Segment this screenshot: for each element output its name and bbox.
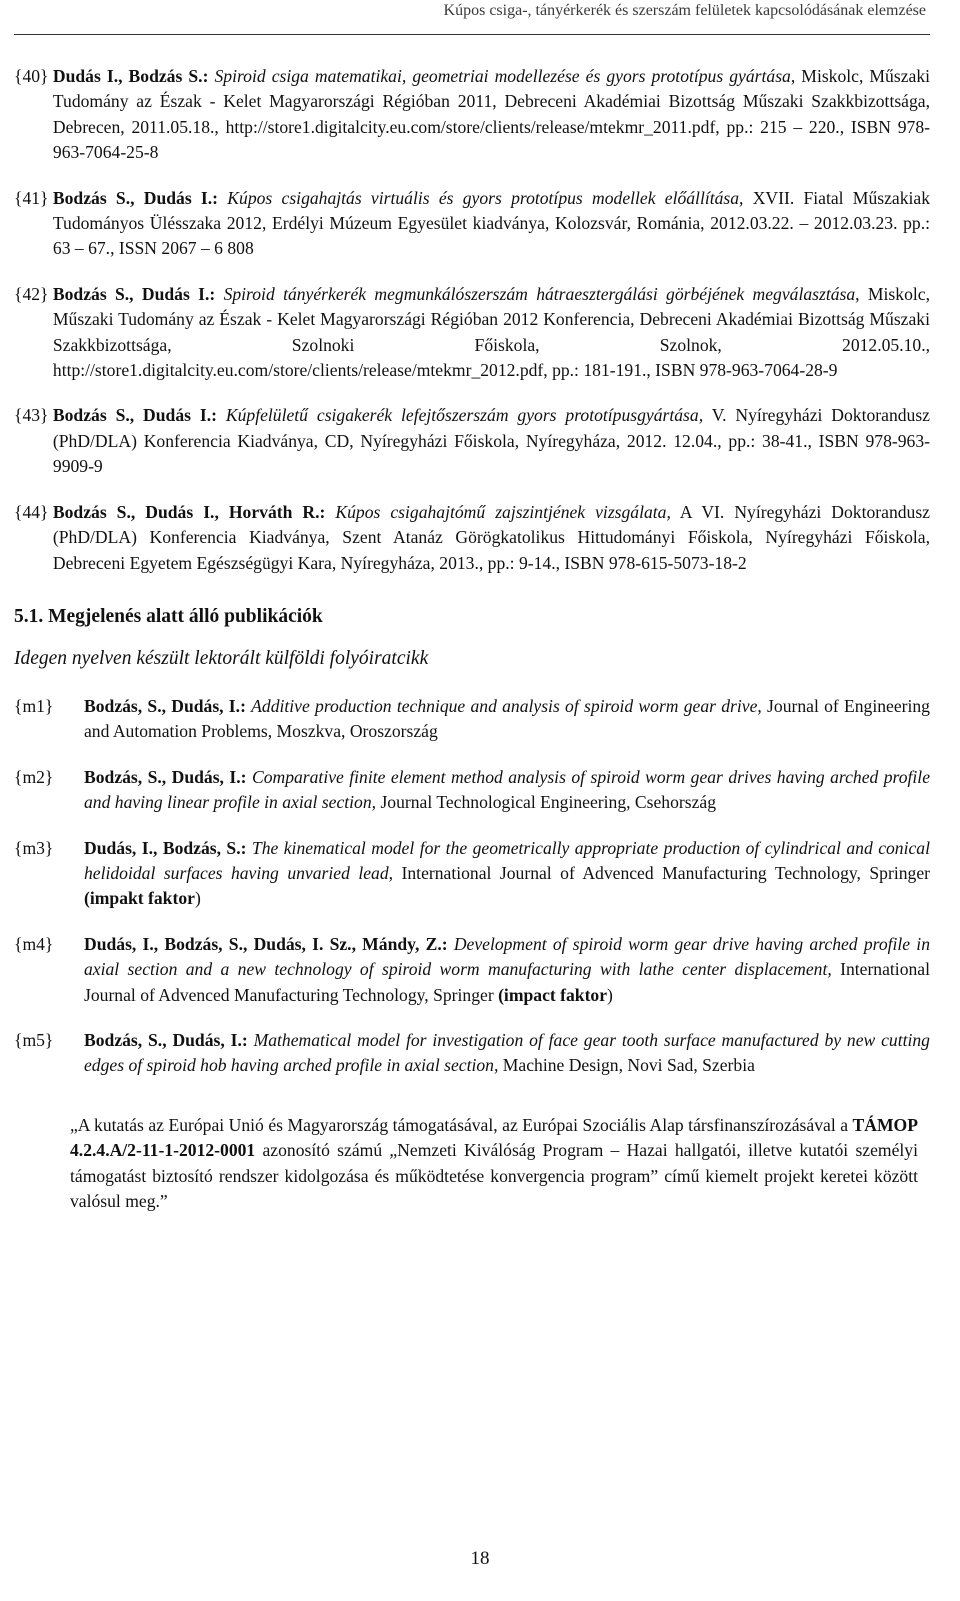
reference-details: V. Nyíregyházi Doktorandusz (PhD/DLA) Konferencia Kiadványa, CD, Nyíregyházi Főiskola, Nyíregyháza, 2012. 12.04., pp.: 38-41., ISBN 978-963-9909-9 [52, 405, 930, 477]
reference-number: {42} [14, 283, 49, 304]
reference-text: Bodzás S., Dudás I.: Kúpos csigahajtás virtuális és gyors prototípus modellek előállítása, XVII. Fiatal Műszakiak Tudományos Ülésszaka 2012, Erdélyi Múzeum Egyesület kiadványa, Kolozsvár, Románia, 2012.03.22. – 2012.03.23. pp.: 63 – 67., ISSN 2067 – 6 808 [52, 187, 930, 259]
pending-entry [14, 694, 930, 745]
pending-authors: Bodzás, S., Dudás, I. [84, 1029, 242, 1050]
pending-title: Mathematical model for investigation of face gear tooth surface manufactured by new cutting edges of spiroid hob having arched profile in axial section, [84, 1029, 930, 1076]
reference-authors: Dudás I., Bodzás S. [52, 66, 203, 86]
header-rule [14, 34, 930, 35]
impact-factor-note: (impakt faktor [84, 888, 195, 909]
reference-entry [14, 500, 930, 576]
reference-title: Spiroid tányérkerék megmunkálószerszám hátraesztergálási görbéjének megválasztása [223, 283, 856, 304]
reference-title: Kúpfelületű csigakerék lefejtőszerszám gyors prototípusgyártása, [225, 405, 704, 426]
pending-authors: Dudás, I., Bodzás, S., Dudás, I. Sz., Mándy, Z. [84, 933, 442, 954]
reference-details: A VI. Nyíregyházi Doktorandusz (PhD/DLA) Konferencia Kiadványa, Szent Atanáz Görögkatolikus Hittudományi Főiskola, Nyíregyházi Főiskola, Debreceni Egyetem Egészségügyi Kara, Nyíregyháza, 2013., pp.: 9-14., ISBN 978-615-5073-18-2 [52, 501, 930, 573]
pending-number: {m4} [14, 933, 54, 954]
page-content [14, 64, 930, 1214]
pending-number: {m1} [14, 695, 54, 716]
reference-number: {41} [14, 187, 49, 208]
pending-details: , Journal of Engineering and Automation Problems, Moszkva, Oroszország [84, 695, 930, 742]
pending-number: {m3} [14, 837, 54, 858]
funding-acknowledgement: „A kutatás az Európai Unió és Magyarország támogatásával, az Európai Szociális Alap társfinanszírozásával a TÁMOP 4.2.4.A/2-11-1-2012-0001 azonosító számú „Nemzeti Kiválóság Program – Hazai hallgatói, illetve kutatói személyi támogatást biztosító rendszer kidolgozása és működtetése konvergencia program” című kiemelt projekt keretei között valósul meg.” [70, 1114, 918, 1211]
pending-text: Dudás, I., Bodzás, S., Dudás, I. Sz., Mándy, Z.: Development of spiroid worm gear drive having arched profile in axial section and a new technology of spiroid worm manufacturing with lathe center displacement, International Journal of Advenced Manufacturing Technology, Springer (impact faktor) [84, 933, 930, 1005]
page-number: 18 [470, 1548, 490, 1569]
section-subheading: Idegen nyelven készült lektorált külföldi folyóiratcikk [14, 647, 429, 669]
reference-number: {44} [14, 501, 49, 522]
pending-title: The kinematical model for the geometrically appropriate production of cylindrical and conical helidoidal surfaces having unvaried lead [84, 837, 930, 883]
reference-number: {40} [14, 66, 49, 86]
pending-authors: Bodzás, S., Dudás, I. [84, 766, 241, 787]
reference-details: , Miskolc, Műszaki Tudomány az Észak - Kelet Magyarországi Régióban 2012 Konferencia, Debreceni Akadémiai Bizottság Műszaki Szakkbizottsága, Szolnoki Főiskola, Szolnok, 2012.05.10., http://store1.digitalcity.eu.com/store/clients/release/mtekmr_2012.pdf, pp.: 181-191., ISBN 978-963-7064-28-9 [52, 283, 930, 381]
pending-text: Bodzás, S., Dudás, I.: Additive production technique and analysis of spiroid worm gear drive, Journal of Engineering and Automation Problems, Moszkva, Oroszország [84, 695, 930, 742]
reference-authors: Bodzás S., Dudás I., Horváth R. [52, 501, 320, 522]
reference-title: Kúpos csigahajtás virtuális és gyors prototípus modellek előállítása, [227, 187, 744, 208]
section-heading: 5.1. Megjelenés alatt álló publikációk [14, 605, 323, 627]
reference-entry [14, 282, 930, 384]
pending-entry [14, 765, 930, 816]
pending-details: Journal Technological Engineering, Csehország [376, 792, 717, 813]
pending-text: Bodzás, S., Dudás, I.: Mathematical model for investigation of face gear tooth surface manufactured by new cutting edges of spiroid hob having arched profile in axial section, Machine Design, Novi Sad, Szerbia [84, 1029, 930, 1076]
reference-title: Spiroid csiga matematikai, geometriai modellezése és gyors prototípus gyártása [214, 66, 791, 86]
pending-publication-list [14, 694, 930, 1079]
reference-entry [14, 403, 930, 479]
pending-title: Development of spiroid worm gear drive having arched profile in axial section and a new technology of spiroid worm manufacturing with lathe center displacement, [84, 933, 930, 980]
pending-text: Dudás, I., Bodzás, S.: The kinematical model for the geometrically appropriate production of cylindrical and conical helidoidal surfaces having unvaried lead, International Journal of Advenced Manufacturing Technology, Springer (impakt faktor) [84, 837, 930, 909]
reference-number: {43} [14, 405, 49, 426]
pending-entry [14, 1028, 930, 1079]
reference-entry [14, 64, 930, 166]
reference-text: Bodzás S., Dudás I., Horváth R.: Kúpos csigahajtómű zajszintjének vizsgálata, A VI. Nyíregyházi Doktorandusz (PhD/DLA) Konferencia Kiadványa, Szent Atanáz Görögkatolikus Hittudományi Főiskola, Nyíregyházi Főiskola, Debreceni Egyetem Egészségügyi Kara, Nyíregyháza, 2013., pp.: 9-14., ISBN 978-615-5073-18-2 [52, 501, 930, 573]
reference-text: Bodzás S., Dudás I.: Kúpfelületű csigakerék lefejtőszerszám gyors prototípusgyártása, V. Nyíregyházi Doktorandusz (PhD/DLA) Konferencia Kiadványa, CD, Nyíregyházi Főiskola, Nyíregyháza, 2012. 12.04., pp.: 38-41., ISBN 978-963-9909-9 [52, 405, 930, 477]
pending-entry [14, 932, 930, 1008]
project-code: TÁMOP 4.2.4.A/2-11-1-2012-0001 [70, 1114, 918, 1161]
pending-details: International Journal of Advenced Manufacturing Technology, Springer [84, 959, 930, 1005]
pending-entry [14, 836, 930, 912]
reference-details: , Miskolc, Műszaki Tudomány az Észak - Kelet Magyarországi Régióban 2011, Debreceni Akadémiai Bizottság Műszaki Szakkbizottsága, Debrecen, 2011.05.18., http://store1.digitalcity.eu.com/store/clients/release/mtekmr_2011.pdf, pp.: 215 – 220., ISBN 978-963-7064-25-8 [52, 66, 931, 163]
pending-authors: Bodzás, S., Dudás, I. [84, 695, 241, 716]
pending-details: , International Journal of Advenced Manufacturing Technology, Springer [388, 862, 930, 883]
pending-text: Bodzás, S., Dudás, I.: Comparative finite element method analysis of spiroid worm gear drives having arched profile and having linear profile in axial section, Journal Technological Engineering, Csehország [84, 766, 931, 813]
pending-details: Machine Design, Novi Sad, Szerbia [498, 1055, 755, 1076]
reference-text: Dudás I., Bodzás S.: Spiroid csiga matematikai, geometriai modellezése és gyors prototípus gyártása, Miskolc, Műszaki Tudomány az Észak - Kelet Magyarországi Régióban 2011, Debreceni Akadémiai Bizottság Műszaki Szakkbizottsága, Debrecen, 2011.05.18., http://store1.digitalcity.eu.com/store/clients/release/mtekmr_2011.pdf, pp.: 215 – 220., ISBN 978-963-7064-25-8 [52, 66, 931, 163]
pending-title: Comparative finite element method analysis of spiroid worm gear drives having arched profile and having linear profile in axial section, [84, 766, 931, 813]
impact-factor-note: (impact faktor [498, 984, 608, 1005]
reference-entry [14, 186, 930, 262]
pending-authors: Dudás, I., Bodzás, S. [84, 837, 241, 858]
reference-title: Kúpos csigahajtómű zajszintjének vizsgálata, [335, 501, 671, 522]
pending-number: {m2} [14, 766, 54, 787]
running-header: Kúpos csiga-, tányérkerék és szerszám felületek kapcsolódásának elemzése [443, 2, 926, 19]
reference-details: XVII. Fiatal Műszakiak Tudományos Ülésszaka 2012, Erdélyi Múzeum Egyesület kiadványa, Kolozsvár, Románia, 2012.03.22. – 2012.03.23. pp.: 63 – 67., ISSN 2067 – 6 808 [52, 187, 930, 259]
pending-number: {m5} [14, 1029, 54, 1050]
reference-authors: Bodzás S., Dudás I. [52, 405, 212, 426]
pending-title: Additive production technique and analysis of spiroid worm gear drive [251, 695, 758, 716]
reference-text: Bodzás S., Dudás I.: Spiroid tányérkerék megmunkálószerszám hátraesztergálási görbéjének megválasztása, Miskolc, Műszaki Tudomány az Észak - Kelet Magyarországi Régióban 2012 Konferencia, Debreceni Akadémiai Bizottság Műszaki Szakkbizottsága, Szolnoki Főiskola, Szolnok, 2012.05.10., http://store1.digitalcity.eu.com/store/clients/release/mtekmr_2012.pdf, pp.: 181-191., ISBN 978-963-7064-28-9 [52, 283, 930, 381]
reference-authors: Bodzás S., Dudás I. [52, 283, 210, 304]
reference-authors: Bodzás S., Dudás I. [52, 187, 213, 208]
reference-list [14, 64, 930, 576]
